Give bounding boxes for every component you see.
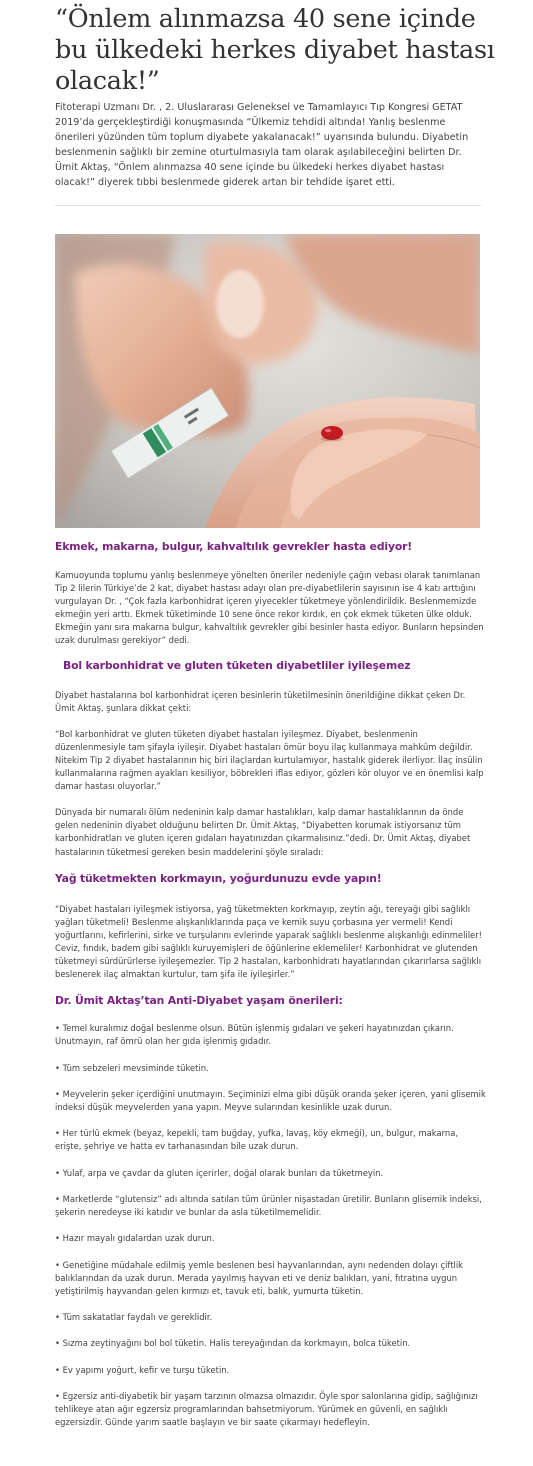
article-intro: Fitoterapi Uzmanı Dr. , 2. Uluslararası Geleneksel ve Tamamlayıcı Tıp Kongresi GETAT 2019’da gerçekleştirdiği konuşmasında “Ülkemiz tehdidi altında! Yanlış beslenme önerileri yüzünden tüm toplum diyabete yakalanacak!” uyarısında bulundu. Diyabetin beslenmenin sağlıklı bir zemine oturtulmasıyla tam olarak aşılabileceğini belirten Dr. Ümit Aktaş, “Önlem alınmazsa 40 sene içinde bu ülkedeki herkes diyabet hastası olacak!” diyerek tıbbi beslenmede giderek artan bir tehdide işaret etti. [55, 102, 469, 188]
list-item: • Yulaf, arpa ve çavdar da gluten içerirler, doğal olarak bunları da tüketmeyin. [55, 1167, 384, 1178]
intro-divider [55, 205, 481, 206]
section-heading: Yağ tüketmekten korkmayın, yoğurdunuzu evde yapın! [55, 871, 382, 885]
article-body [55, 531, 487, 1442]
section-quote: “Bol karbonhidrat ve gluten tüketen diyabet hastaları iyileşmez. Diyabet, beslenmenin düzenlenmesiyle tam şifayla iyileşir. Diyabet hastaları ömür boyu ilaç kullanmaya mahkûm değildir. Nitekim Tip 2 diyabet hastalarının hiç biri ilaçlardan kurtulamıyor, hastalık giderek ilerliyor. İlaç insülin kullanmalarına rağmen ayakları kesiliyor, böbrekleri iflas ediyor, gözleri kör oluyor ve en önemlisi kalp damar hastası oluyorlar.” [55, 728, 484, 792]
list-item: • Sızma zeytinyağını bol bol tüketin. Halis tereyağından da korkmayın, bolca tüketin. [55, 1338, 411, 1349]
recommendation-list [55, 1022, 487, 1429]
section-heading: Ekmek, makarna, bulgur, kahvaltılık gevrekler hasta ediyor! [55, 540, 413, 553]
list-item: • Ev yapımı yoğurt, kefir ve turşu tüketin. [55, 1364, 230, 1375]
hero-image-illustration [55, 234, 480, 528]
section-paragraph: Diyabet hastalarına bol karbonhidrat içeren besinlerin tüketilmesinin önerildiğine dikkat çeken Dr. Ümit Aktaş, şunlara dikkat çekti: [55, 689, 466, 713]
section-paragraph: Kamuoyunda toplumu yanlış beslenmeye yönelten öneriler nedeniyle çağın vebası olarak tanımlanan Tip 2 lilerin Türkiye’de 2 kat, diyabet hastası adayı olan pre-diyabetlilerin sayısının ise 4 katı arttığını vurgulayan Dr. , “Çok fazla karbonhidrat içeren yiyecekler tüketmeye yönlendirildik. Beslenmemizde ekmeğin yeri arttı. Ekmek tüketiminde 10 sene önce rekor kırdık, en çok ekmek tüketen ülke olduk. Ekmeğin yanı sıra makarna bulgur, kahvaltılık gevrekler gibi besinler hasta ediyor. Bunların hepsinden uzak durulması gerekiyor” dedi. [55, 570, 484, 646]
list-item: • Marketlerde “glutensiz” adı altında satılan tüm ürünler nişastadan üretilir. Bunların glisemik indeksi, şekerin neredeyse iki katıdır ve bunlar da asla tüketilmemelidir. [55, 1193, 482, 1217]
section-heading: Bol karbonhidrat ve gluten tüketen diyabetliler iyileşemez [63, 658, 411, 672]
list-item: • Meyvelerin şeker içerdiğini unutmayın. Seçiminizi elma gibi düşük oranda şeker içeren, yani glisemik indeksi düşük meyvelerden yana yapın. Meyve sularından kesinlikle uzak durun. [55, 1088, 486, 1112]
list-item: • Tüm sakatatlar faydalı ve gereklidir. [55, 1311, 213, 1322]
list-item: • Egzersiz anti-diyabetik bir yaşam tarzının olmazsa olmazıdır. Öyle spor salonlarına gidip, sağlığınızı tehlikeye atan ağır egzersiz programlarından bahsetmiyorum. Yürümek en güvenli, en sağlıklı egzersizdir. Günde yarım saatle başlayın ve bir saate çıkarmayı hedefleyin. [55, 1390, 478, 1427]
list-item: • Tüm sebzeleri mevsiminde tüketin. [55, 1062, 209, 1073]
hero-image [55, 234, 480, 528]
list-item: • Her türlü ekmek (beyaz, kepekli, tam buğday, yufka, lavaş, köy ekmeği), un, bulgur, makarna, erişte, şehriye ve hatta ev tarhanasından bile uzak durun. [55, 1128, 459, 1152]
section-heading: Dr. Ümit Aktaş’tan Anti-Diyabet yaşam önerileri: [55, 994, 343, 1008]
section-quote: “Diyabet hastaları iyileşmek istiyorsa, yağ tüketmekten korkmayıp, zeytin ağı, tereyağı gibi sağlıklı yağları tüketmeli! Beslenme alışkanlıklarında paça ve kemik suyu çorbasına yer vermeli! Kendi yoğurtlarını, kefirlerini, sirke ve turşularını evlerinde yaparak sağlıklı beslenme alışkanlığı edinmeliler! Ceviz, fındık, badem gibi sağlıklı kuruyemişleri de öğünlerine eklemeliler! Karbonhidrat ve glutenden tüketmeyi sürdürürlerse iyileşemezler. Tip 2 hastaları, karbonhidratı hayatlarından çıkarırlarsa sağlıklı beslenerek ilaç almaktan kurtulur, tam şifa ile iyileşirler.” [55, 903, 482, 980]
article-title: “Önlem alınmazsa 40 sene içinde bu ülkedeki herkes diyabet hastası olacak!” [55, 4, 495, 96]
list-item: • Temel kuralımız doğal beslenme olsun. Bütün işlenmiş gıdaları ve şekeri hayatınızdan çıkarın. Unutmayın, raf ömrü olan her gıda işlenmiş gıdadır. [55, 1023, 454, 1047]
list-item: • Hazır mayalı gıdalardan uzak durun. [55, 1233, 215, 1244]
list-item: • Genetiğine müdahale edilmiş yemle beslenen besi hayvanlarından, aynı nedenden dolayı çiftlik balıklarından da uzak durun. Merada yayılmış hayvan eti ve deniz balıkları, yani, fıtratına uygun yetiştirilmiş hayvandan gelen kırmızı et, tavuk eti, balık, yumurta tüketin. [55, 1259, 464, 1296]
section-paragraph: Dünyada bir numaralı ölüm nedeninin kalp damar hastalıkları, kalp damar hastalıklarının da önde gelen nedeninin diyabet olduğunu belirten Dr. Ümit Aktaş, “Diyabetten korumak istiyorsanız tüm karbonhidratları ve gluten içeren gıdaları hayatınızdan çıkarmalısınız.”dedi. Dr. Ümit Aktaş, diyabet hastalarının tüketmesi gereken besin maddelerini şöyle sıraladı: [55, 807, 471, 857]
